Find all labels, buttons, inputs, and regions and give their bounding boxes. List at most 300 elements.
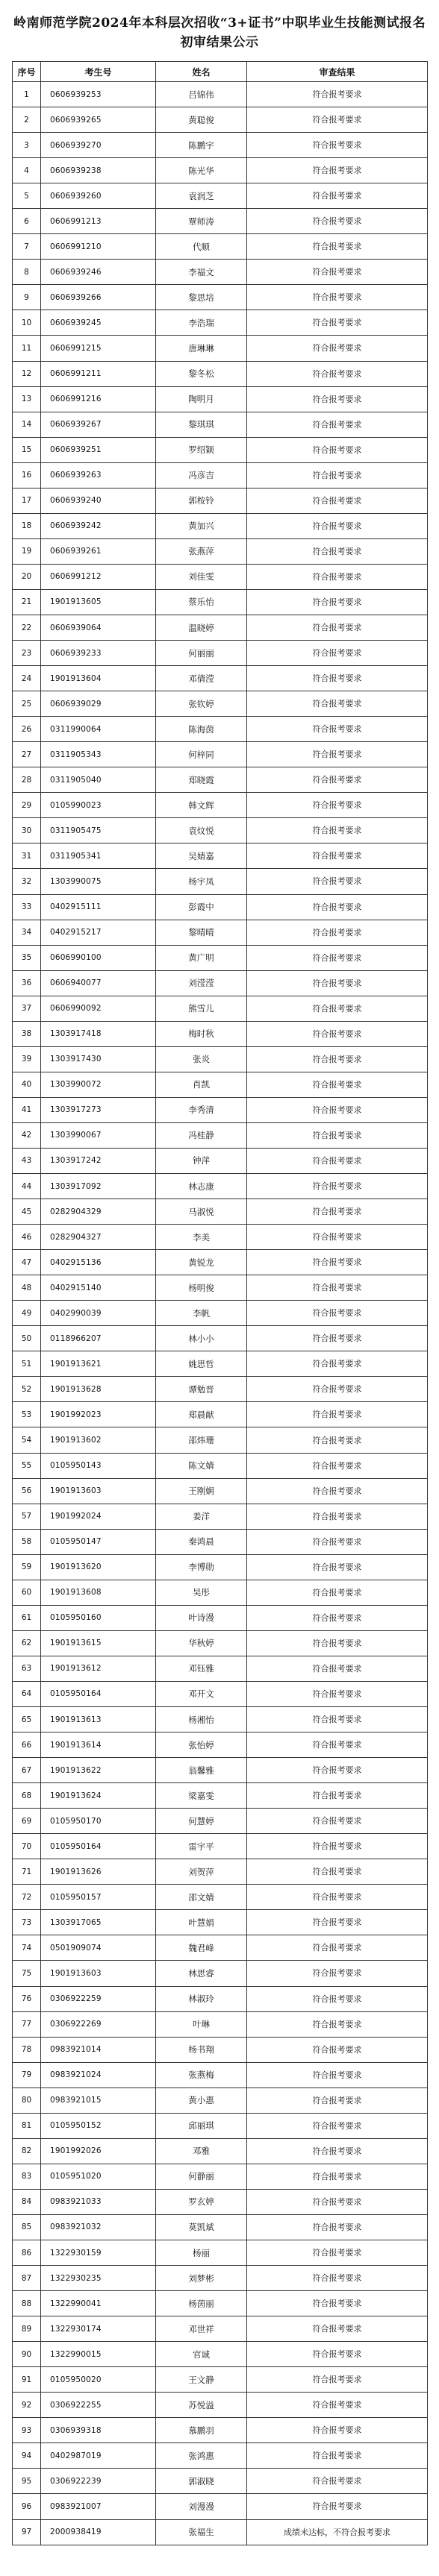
exam-number: 0606939261 [41,538,156,564]
table-row [13,1377,428,1402]
exam-number: 0311905341 [41,844,156,869]
row-index: 80 [13,2087,41,2113]
review-result: 符合报考要求 [247,1783,428,1809]
review-result: 符合报考要求 [247,234,428,260]
row-index: 15 [13,437,41,462]
table-row [13,1834,428,1859]
row-index: 77 [13,2011,41,2037]
student-name: 黄聪俊 [156,107,247,133]
student-name: 李美 [156,1225,247,1250]
table-row [13,945,428,970]
table-row [13,641,428,666]
table-row [13,1707,428,1732]
student-name: 黎思培 [156,285,247,310]
review-result: 符合报考要求 [247,2443,428,2469]
table-row [13,1301,428,1326]
review-result: 符合报考要求 [247,1809,428,1834]
review-result: 符合报考要求 [247,844,428,869]
table-row [13,513,428,538]
table-row [13,1504,428,1529]
review-result: 符合报考要求 [247,1834,428,1859]
table-row [13,818,428,844]
row-index: 70 [13,1834,41,1859]
exam-number: 0105950152 [41,2113,156,2138]
review-result: 符合报考要求 [247,869,428,894]
table-row [13,1910,428,1935]
exam-number: 0402915140 [41,1275,156,1301]
row-index: 76 [13,1986,41,2011]
exam-number: 1901913628 [41,1377,156,1402]
exam-number: 0606940077 [41,970,156,996]
review-result: 符合报考要求 [247,818,428,844]
review-result: 符合报考要求 [247,2266,428,2291]
table-row [13,2367,428,2393]
review-result: 符合报考要求 [247,82,428,107]
table-row [13,717,428,742]
review-result: 符合报考要求 [247,1250,428,1275]
table-row [13,1681,428,1706]
table-row [13,2087,428,2113]
review-result: 符合报考要求 [247,1275,428,1301]
row-index: 97 [13,2519,41,2545]
row-index: 60 [13,1580,41,1605]
review-result: 符合报考要求 [247,158,428,183]
exam-number: 0105951020 [41,2164,156,2189]
row-index: 54 [13,1427,41,1453]
review-result: 符合报考要求 [247,285,428,310]
review-result: 符合报考要求 [247,1656,428,1681]
exam-number: 0606939265 [41,107,156,133]
exam-number: 0402987019 [41,2443,156,2469]
student-name: 张福生 [156,2519,247,2545]
table-row [13,1961,428,1986]
exam-number: 1303990072 [41,1072,156,1097]
row-index: 38 [13,1021,41,1046]
student-name: 陈文婧 [156,1453,247,1478]
exam-number: 0402915217 [41,920,156,945]
exam-number: 0311905040 [41,767,156,793]
table-row [13,1402,428,1427]
row-index: 11 [13,336,41,361]
student-name: 魏君峰 [156,1935,247,1961]
student-name: 何丽丽 [156,641,247,666]
exam-number: 0983921015 [41,2087,156,2113]
review-result: 成绩未达标，不符合报考要求 [247,2519,428,2545]
review-result: 符合报考要求 [247,1351,428,1377]
row-index: 43 [13,1148,41,1173]
table-row [13,336,428,361]
exam-number: 1901913620 [41,1554,156,1580]
review-result: 符合报考要求 [247,513,428,538]
exam-number: 0606939242 [41,513,156,538]
row-index: 22 [13,615,41,640]
table-row [13,1478,428,1504]
exam-number: 1901913614 [41,1732,156,1758]
row-index: 37 [13,996,41,1021]
exam-number: 0606939245 [41,310,156,336]
table-row [13,1199,428,1225]
row-index: 3 [13,133,41,158]
review-result: 符合报考要求 [247,564,428,589]
table-row [13,1021,428,1046]
student-name: 邵文婧 [156,1885,247,1910]
table-row [13,2469,428,2494]
row-index: 9 [13,285,41,310]
row-index: 33 [13,894,41,920]
review-result: 符合报考要求 [247,1630,428,1656]
row-index: 24 [13,666,41,691]
student-name: 黎冬松 [156,361,247,386]
table-row [13,82,428,107]
table-row [13,2393,428,2418]
row-index: 18 [13,513,41,538]
row-index: 31 [13,844,41,869]
student-name: 黄广明 [156,945,247,970]
review-result: 符合报考要求 [247,2037,428,2062]
row-index: 93 [13,2418,41,2443]
exam-number: 0606991210 [41,234,156,260]
exam-number: 0105950147 [41,1529,156,1554]
table-row [13,2011,428,2037]
exam-number: 0606939266 [41,285,156,310]
table-row [13,2189,428,2214]
row-index: 36 [13,970,41,996]
table-row [13,462,428,488]
review-result: 符合报考要求 [247,260,428,285]
header-exam-number: 考生号 [41,62,156,82]
table-row [13,1453,428,1478]
review-result: 符合报考要求 [247,2316,428,2342]
table-row [13,1046,428,1072]
exam-number: 0105950170 [41,1809,156,1834]
review-result: 符合报考要求 [247,1580,428,1605]
table-row [13,1554,428,1580]
row-index: 75 [13,1961,41,1986]
exam-number: 0983921014 [41,2037,156,2062]
table-row [13,1986,428,2011]
row-index: 48 [13,1275,41,1301]
table-header-row [13,62,428,82]
student-name: 苏悦溢 [156,2393,247,2418]
row-index: 64 [13,1681,41,1706]
row-index: 32 [13,869,41,894]
row-index: 41 [13,1097,41,1122]
row-index: 23 [13,641,41,666]
row-index: 46 [13,1225,41,1250]
review-result: 符合报考要求 [247,2418,428,2443]
student-name: 郭淑晓 [156,2469,247,2494]
row-index: 39 [13,1046,41,1072]
table-row [13,183,428,209]
table-row [13,2519,428,2545]
exam-number: 1322930235 [41,2266,156,2291]
exam-number: 0606991216 [41,386,156,412]
exam-number: 0606939263 [41,462,156,488]
review-result: 符合报考要求 [247,1402,428,1427]
row-index: 92 [13,2393,41,2418]
row-index: 53 [13,1402,41,1427]
exam-number: 1901913612 [41,1656,156,1681]
table-row [13,2342,428,2367]
exam-number: 0105950143 [41,1453,156,1478]
student-name: 王刚娴 [156,1478,247,1504]
table-row [13,209,428,234]
review-result: 符合报考要求 [247,1148,428,1173]
review-result: 符合报考要求 [247,2189,428,2214]
row-index: 49 [13,1301,41,1326]
row-index: 47 [13,1250,41,1275]
exam-number: 1322990041 [41,2291,156,2316]
review-result: 符合报考要求 [247,1961,428,1986]
review-result: 符合报考要求 [247,894,428,920]
table-row [13,1783,428,1809]
table-row [13,1605,428,1630]
table-row [13,1656,428,1681]
exam-number: 0983921033 [41,2189,156,2214]
review-result: 符合报考要求 [247,2393,428,2418]
table-row [13,412,428,437]
student-name: 罗绍颖 [156,437,247,462]
table-row [13,1225,428,1250]
student-name: 张鸿惠 [156,2443,247,2469]
row-index: 51 [13,1351,41,1377]
row-index: 91 [13,2367,41,2393]
student-name: 张怡婷 [156,1732,247,1758]
results-table [12,61,428,2545]
exam-number: 0306922269 [41,2011,156,2037]
table-row [13,767,428,793]
table-row [13,2214,428,2240]
table-row [13,310,428,336]
exam-number: 0282904329 [41,1199,156,1225]
exam-number: 1303917065 [41,1910,156,1935]
exam-number: 1303917430 [41,1046,156,1072]
row-index: 14 [13,412,41,437]
student-name: 熊雪儿 [156,996,247,1021]
table-row [13,538,428,564]
exam-number: 1303990075 [41,869,156,894]
exam-number: 0983921032 [41,2214,156,2240]
row-index: 55 [13,1453,41,1478]
exam-number: 1901913602 [41,1427,156,1453]
exam-number: 0983921024 [41,2062,156,2087]
review-result: 符合报考要求 [247,970,428,996]
review-result: 符合报考要求 [247,1478,428,1504]
table-row [13,1809,428,1834]
exam-number: 1303917273 [41,1097,156,1122]
review-result: 符合报考要求 [247,1377,428,1402]
row-index: 34 [13,920,41,945]
exam-number: 0606939233 [41,641,156,666]
student-name: 李浩瑞 [156,310,247,336]
student-name: 邓雅 [156,2138,247,2164]
exam-number: 1901913626 [41,1859,156,1885]
review-result: 符合报考要求 [247,2367,428,2393]
student-name: 唐琳琳 [156,336,247,361]
row-index: 4 [13,158,41,183]
exam-number: 1901913615 [41,1630,156,1656]
page-title: 岭南师范学院2024年本科层次招收“3+证书”中职毕业生技能测试报名初审结果公示 [13,16,426,50]
student-name: 秦鸿晨 [156,1529,247,1554]
student-name: 杨宇凤 [156,869,247,894]
student-name: 杨丽 [156,2240,247,2265]
review-result: 符合报考要求 [247,133,428,158]
student-name: 谭勉晋 [156,1377,247,1402]
row-index: 44 [13,1174,41,1199]
student-name: 温晓婷 [156,615,247,640]
row-index: 84 [13,2189,41,2214]
exam-number: 1901992024 [41,1504,156,1529]
exam-number: 0606939267 [41,412,156,437]
table-row [13,894,428,920]
exam-number: 1303990067 [41,1122,156,1148]
row-index: 10 [13,310,41,336]
student-name: 杨湘怡 [156,1707,247,1732]
review-result: 符合报考要求 [247,1707,428,1732]
table-row [13,1935,428,1961]
exam-number: 1901913613 [41,1707,156,1732]
row-index: 30 [13,818,41,844]
row-index: 42 [13,1122,41,1148]
table-row [13,1275,428,1301]
exam-number: 1901913621 [41,1351,156,1377]
review-result: 符合报考要求 [247,2011,428,2037]
student-name: 袁炆悦 [156,818,247,844]
table-row [13,1885,428,1910]
review-result: 符合报考要求 [247,1453,428,1478]
review-result: 符合报考要求 [247,615,428,640]
student-name: 邓钰雅 [156,1656,247,1681]
row-index: 45 [13,1199,41,1225]
table-row [13,920,428,945]
exam-number: 0402990039 [41,1301,156,1326]
exam-number: 0606939029 [41,691,156,717]
student-name: 吕锦伟 [156,82,247,107]
row-index: 96 [13,2494,41,2519]
student-name: 覃师涛 [156,209,247,234]
student-name: 陶明月 [156,386,247,412]
row-index: 62 [13,1630,41,1656]
table-row [13,1427,428,1453]
exam-number: 0606939260 [41,183,156,209]
row-index: 6 [13,209,41,234]
student-name: 华秋婷 [156,1630,247,1656]
review-result: 符合报考要求 [247,1046,428,1072]
row-index: 65 [13,1707,41,1732]
student-name: 李帆 [156,1301,247,1326]
exam-number: 0606939238 [41,158,156,183]
review-result: 符合报考要求 [247,1554,428,1580]
row-index: 68 [13,1783,41,1809]
review-result: 符合报考要求 [247,1174,428,1199]
exam-number: 0402915136 [41,1250,156,1275]
row-index: 79 [13,2062,41,2087]
student-name: 杨书翔 [156,2037,247,2062]
review-result: 符合报考要求 [247,742,428,767]
exam-number: 0118966207 [41,1326,156,1351]
exam-number: 0311905343 [41,742,156,767]
exam-number: 0311905475 [41,818,156,844]
table-row [13,793,428,818]
table-row [13,285,428,310]
student-name: 何静丽 [156,2164,247,2189]
student-name: 何梓同 [156,742,247,767]
exam-number: 0606939064 [41,615,156,640]
student-name: 慕鹏羽 [156,2418,247,2443]
student-name: 黎晴晴 [156,920,247,945]
table-row [13,361,428,386]
table-row [13,107,428,133]
row-index: 29 [13,793,41,818]
exam-number: 0105950160 [41,1605,156,1630]
table-row [13,1732,428,1758]
exam-number: 0105950164 [41,1834,156,1859]
review-result: 符合报考要求 [247,1732,428,1758]
student-name: 黎琪琪 [156,412,247,437]
review-result: 符合报考要求 [247,589,428,615]
row-index: 28 [13,767,41,793]
row-index: 17 [13,488,41,513]
table-row [13,564,428,589]
student-name: 李福文 [156,260,247,285]
row-index: 35 [13,945,41,970]
review-result: 符合报考要求 [247,361,428,386]
student-name: 杨明俊 [156,1275,247,1301]
review-result: 符合报考要求 [247,767,428,793]
row-index: 12 [13,361,41,386]
row-index: 95 [13,2469,41,2494]
row-index: 89 [13,2316,41,2342]
exam-number: 0606939251 [41,437,156,462]
student-name: 李博勋 [156,1554,247,1580]
exam-number: 0105950157 [41,1885,156,1910]
student-name: 邓开文 [156,1681,247,1706]
exam-number: 1322930174 [41,2316,156,2342]
table-row [13,260,428,285]
student-name: 邱丽琪 [156,2113,247,2138]
table-row [13,1758,428,1783]
review-result: 符合报考要求 [247,641,428,666]
review-result: 符合报考要求 [247,310,428,336]
table-row [13,2062,428,2087]
review-result: 符合报考要求 [247,2494,428,2519]
table-row [13,133,428,158]
review-result: 符合报考要求 [247,1072,428,1097]
student-name: 吴彤 [156,1580,247,1605]
row-index: 16 [13,462,41,488]
review-result: 符合报考要求 [247,1859,428,1885]
table-row [13,742,428,767]
review-result: 符合报考要求 [247,2240,428,2265]
exam-number: 0606939253 [41,82,156,107]
student-name: 李秀清 [156,1097,247,1122]
row-index: 50 [13,1326,41,1351]
review-result: 符合报考要求 [247,183,428,209]
review-result: 符合报考要求 [247,691,428,717]
row-index: 78 [13,2037,41,2062]
review-result: 符合报考要求 [247,1301,428,1326]
exam-number: 0606990092 [41,996,156,1021]
student-name: 张钦婷 [156,691,247,717]
student-name: 蔡乐怡 [156,589,247,615]
review-result: 符合报考要求 [247,538,428,564]
student-name: 梁嘉雯 [156,1783,247,1809]
table-row [13,1148,428,1173]
review-result: 符合报考要求 [247,336,428,361]
review-result: 符合报考要求 [247,1021,428,1046]
row-index: 27 [13,742,41,767]
row-index: 57 [13,1504,41,1529]
